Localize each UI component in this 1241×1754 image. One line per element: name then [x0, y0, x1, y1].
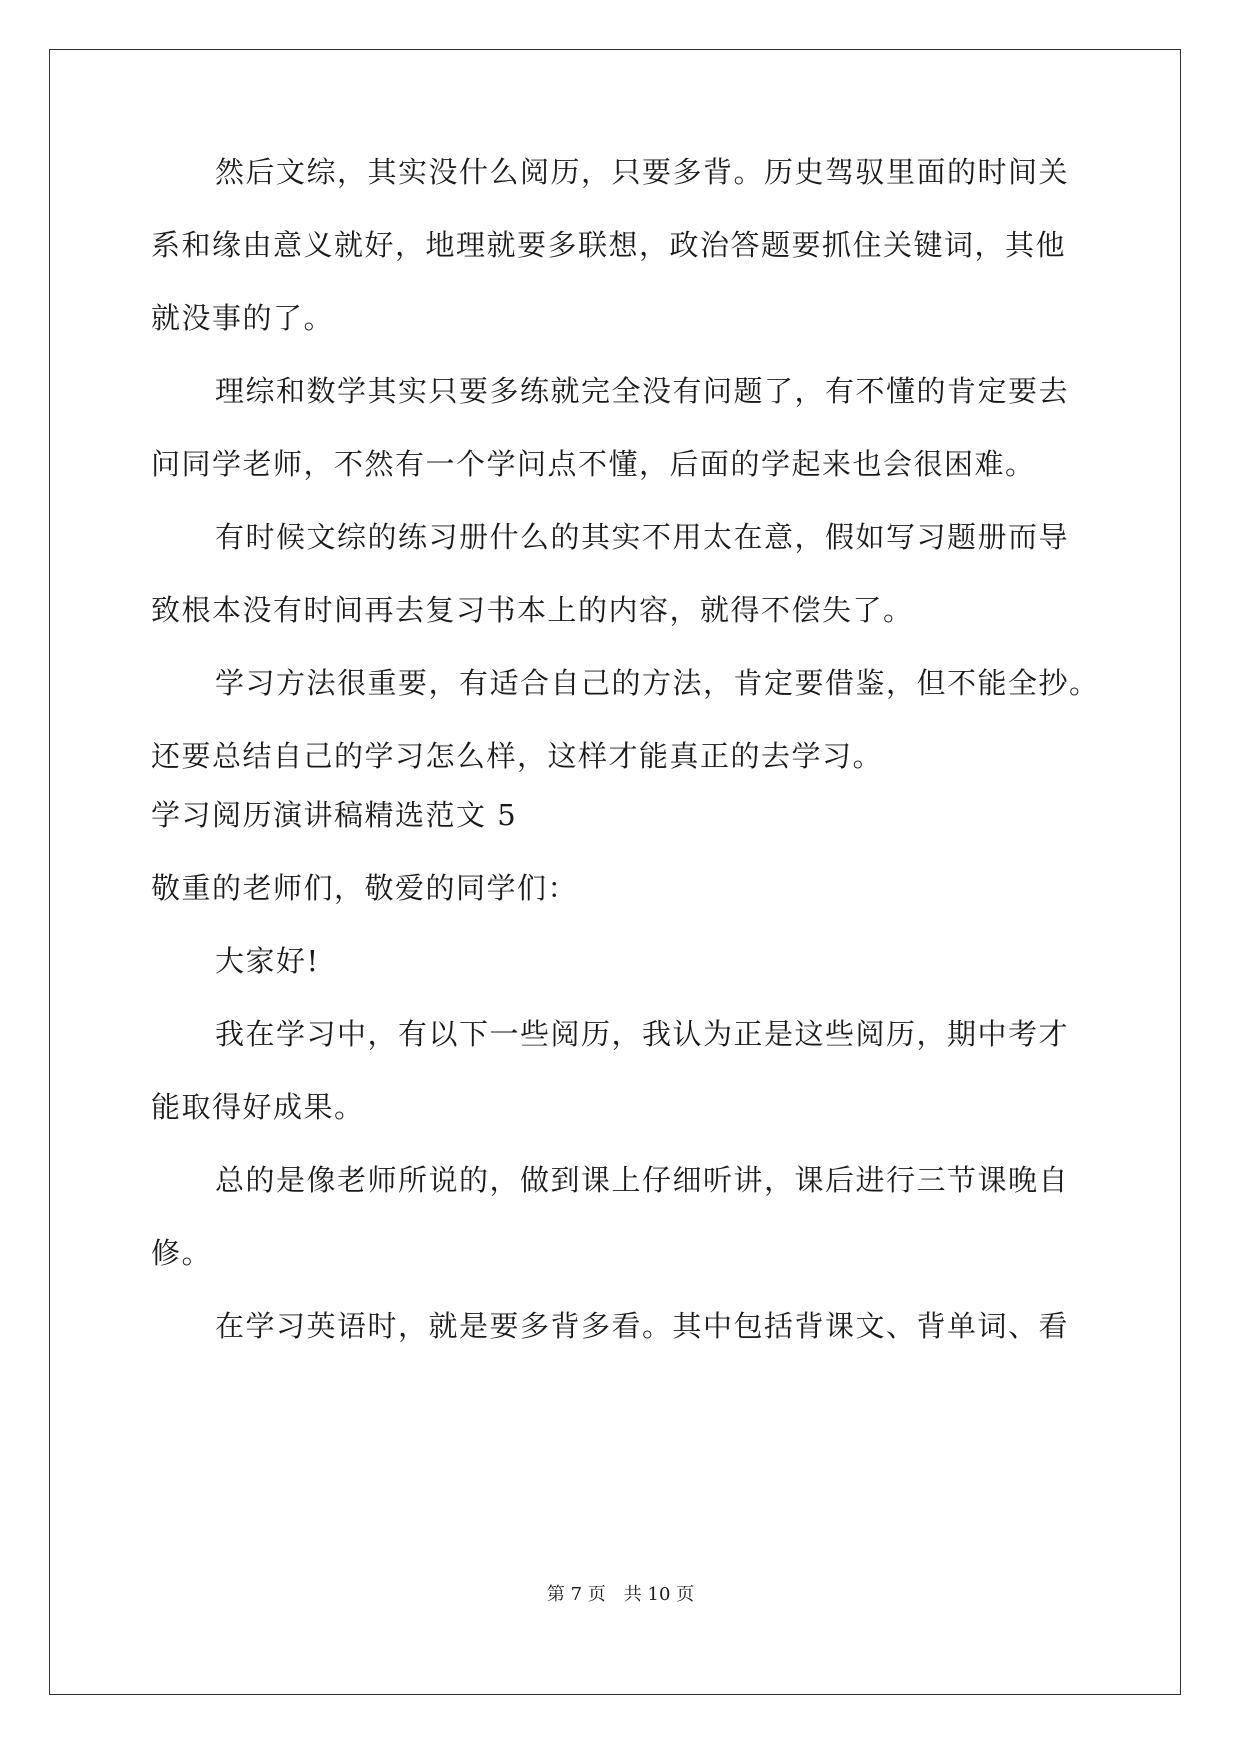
- paragraph-line: 总的是像老师所说的，做到课上仔细听讲，课后进行三节课晚自: [215, 1163, 1070, 1197]
- paragraph-line: 敬重的老师们，敬爱的同学们：: [151, 871, 579, 905]
- paragraph-line: 修。: [151, 1236, 213, 1270]
- paragraph-line: 能取得好成果。: [151, 1090, 365, 1124]
- section-heading: 学习阅历演讲稿精选范文 5: [151, 798, 518, 832]
- paragraph-line: 理综和数学其实只要多练就完全没有问题了，有不懂的肯定要去: [215, 374, 1070, 408]
- paragraph-line: 学习方法很重要，有适合自己的方法，肯定要借鉴，但不能全抄。: [215, 666, 1100, 700]
- paragraph-line: 就没事的了。: [151, 301, 335, 335]
- paragraph-line: 我在学习中，有以下一些阅历，我认为正是这些阅历，期中考才: [215, 1017, 1070, 1051]
- page-total: 共 10 页: [623, 1584, 695, 1605]
- paragraph-line: 致根本没有时间再去复习书本上的内容，就得不偿失了。: [151, 593, 914, 627]
- paragraph-line: 问同学老师，不然有一个学问点不懂，后面的学起来也会很困难。: [151, 447, 1036, 481]
- page-number: 第 7 页: [546, 1584, 606, 1605]
- paragraph-line: 在学习英语时，就是要多背多看。其中包括背课文、背单词、看: [215, 1309, 1070, 1343]
- paragraph-line: 大家好!: [215, 944, 320, 978]
- page-footer: [0, 1583, 1241, 1607]
- paragraph-line: 还要总结自己的学习怎么样，这样才能真正的去学习。: [151, 739, 884, 773]
- paragraph-line: 有时候文综的练习册什么的其实不用太在意，假如写习题册而导: [215, 520, 1070, 554]
- paragraph-line: 系和缘由意义就好，地理就要多联想，政治答题要抓住关键词，其他: [151, 228, 1067, 262]
- paragraph-line: 然后文综，其实没什么阅历，只要多背。历史驾驭里面的时间关: [215, 155, 1070, 189]
